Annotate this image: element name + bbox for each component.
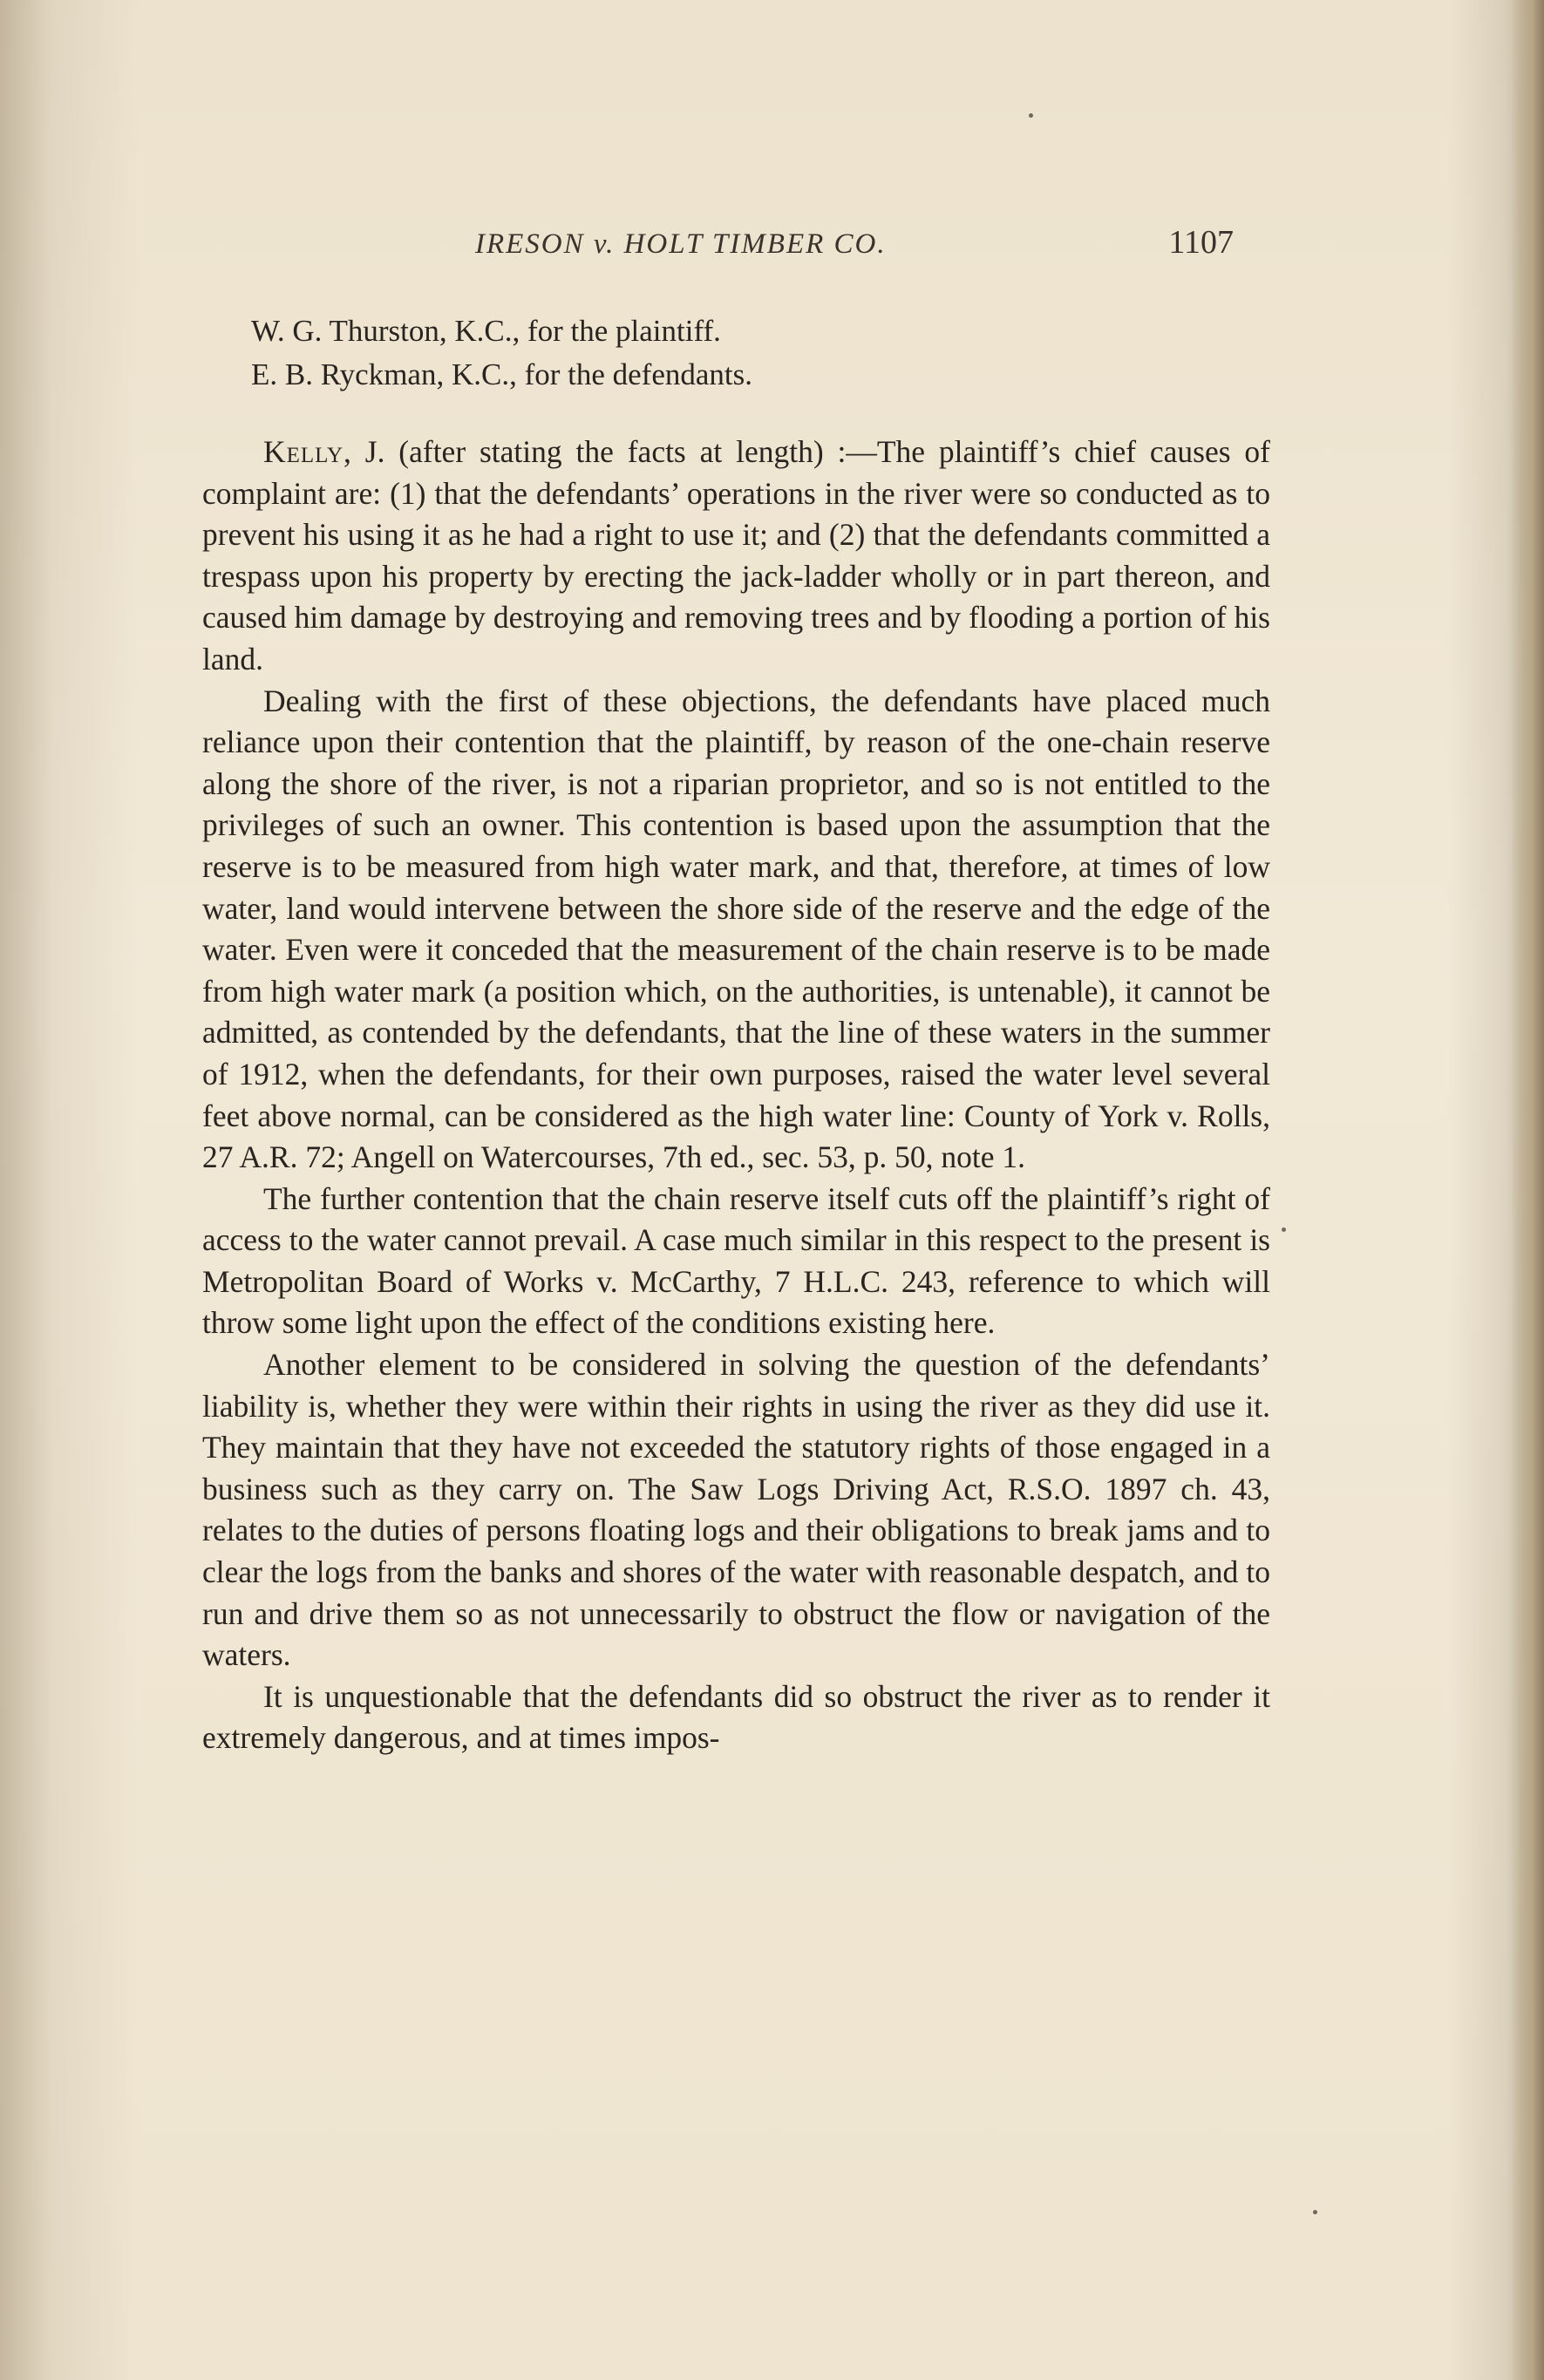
judge-name: Kelly bbox=[263, 434, 344, 469]
page-number: 1107 bbox=[1168, 224, 1234, 261]
page-edge-shadow bbox=[1511, 0, 1544, 2380]
opinion-paragraph-3: The further contention that the chain reserve itself cuts off the plaintiff’s right of access to the water cannot prevail. A case much similar in this respect to the present is Metropolitan Board of Works v. McCarthy, 7 H.L.C. 243, reference to which will throw some light upon the effect of the conditions existing here. bbox=[202, 1180, 1270, 1341]
opinion-paragraph-2: Dealing with the first of these objections, the defendants have placed much reliance upon their contention that the plaintiff, by reason of the one-chain reserve along the shore of the river, is not a riparian proprietor, and so is not entitled to the privileges of such an owner. This contention is based upon the assumption that the reserve is to be measured from high water mark, and that, therefore, at times of low water, land would intervene between the shore side of the reserve and the edge of the water. Even were it conceded that the measurement of the chain reserve is to be made from high water mark (a position which, on the authorities, is untenable), it cannot be admitted, as contended by the defendants, that the line of these waters in the summer of 1912, when the defendants, for their own purposes, raised the water level several feet above normal, can be considered as the high water line: County of York v. Rolls, 27 A.R. 72; Angell on Watercourses, 7th ed., sec. 53, p. 50, note 1. bbox=[202, 683, 1270, 1175]
paragraph-1-text: , J. (after stating the facts at length) :—The plaintiff’s chief causes of complaint are: (1) that the defendants’ operations in the river were so conducted as to prevent his using it as he had a right to use it; and (2) that the defendants committed a trespass upon his property by erecting the jack-ladder wholly or in part thereon, and caused him damage by destroying and removing trees and by flooding a portion of his land. bbox=[202, 434, 1270, 677]
running-head bbox=[475, 224, 1234, 272]
counsel-defendants: E. B. Ryckman, K.C., for the defendants. bbox=[251, 357, 753, 391]
ink-fleck bbox=[1282, 1227, 1286, 1232]
opinion-paragraph-5: It is unquestionable that the defendants did so obstruct the river as to render it extremely dangerous, and at times impos- bbox=[202, 1678, 1270, 1756]
running-title: IRESON v. HOLT TIMBER CO. bbox=[475, 228, 887, 260]
opinion-text bbox=[202, 432, 1270, 1759]
counsel-plaintiff: W. G. Thurston, K.C., for the plaintiff. bbox=[251, 314, 721, 348]
ink-fleck bbox=[1313, 2210, 1317, 2214]
ink-fleck bbox=[1029, 113, 1033, 118]
opinion-paragraph-4: Another element to be considered in solving the question of the defendants’ liability is, whether they were within their rights in using the river as they did use it. They maintain that they have not exceeded the statutory rights of those engaged in a business such as they carry on. The Saw Logs Driving Act, R.S.O. 1897 ch. 43, relates to the duties of persons floating logs and their obligations to break jams and to clear the logs from the banks and shores of the water with reasonable despatch, and to run and drive them so as not unnecessarily to obstruct the flow or navigation of the waters. bbox=[202, 1347, 1270, 1673]
opinion-paragraph-1 bbox=[202, 432, 1270, 681]
counsel-block bbox=[251, 309, 1254, 397]
